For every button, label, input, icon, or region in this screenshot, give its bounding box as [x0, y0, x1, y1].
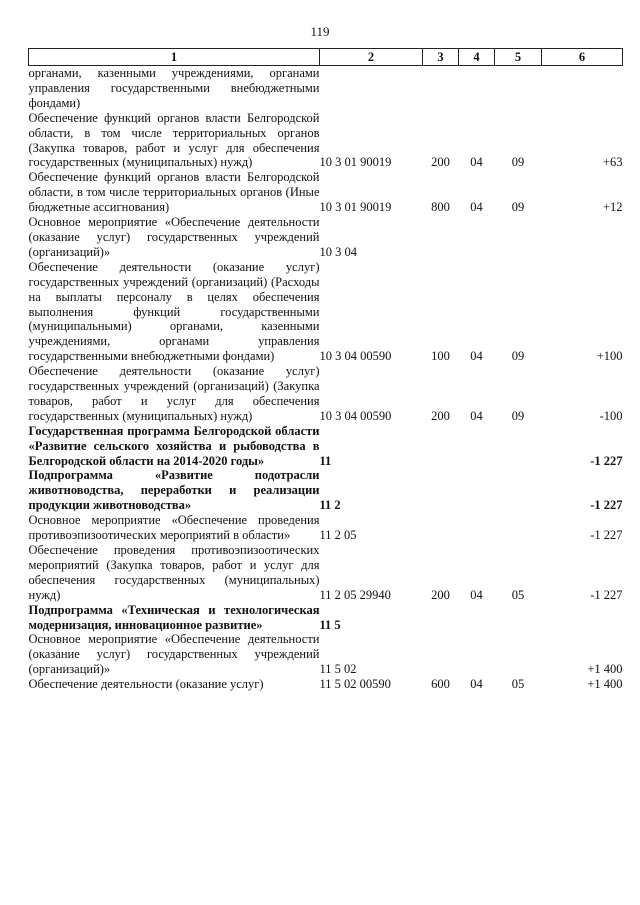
page-number: 119 [310, 24, 330, 39]
row-section: 04 [470, 408, 483, 423]
row-expense-type [423, 632, 459, 677]
row-amount: -1 227 [590, 453, 623, 468]
row-name: Обеспечение функций органов власти Белгородской области, в том числе территориальных органов (Закупка товаров, работ и услуг для обеспечения государственных (муниципальных) нужд) [28, 110, 320, 170]
row-subsection: 09 [511, 200, 525, 215]
row-amount: -100 [599, 408, 623, 423]
row-name: Основное мероприятие «Обеспечение деятельности (оказание услуг) государственных учреждений (организаций)» [28, 632, 320, 677]
row-section: 04 [470, 677, 483, 692]
row-name: Обеспечение функций органов власти Белгородской области, в том числе территориальных органов (Иные бюджетные ассигнования) [28, 170, 320, 215]
row-subsection: 05 [511, 587, 525, 602]
table-row [29, 468, 623, 513]
row-code: 10 3 01 90019 [319, 155, 392, 170]
column-header: 2 [320, 49, 423, 66]
row-expense-type [423, 66, 459, 111]
row-subsection [495, 66, 542, 111]
row-expense-type: 200 [431, 408, 450, 423]
row-code: 10 3 04 00590 [319, 349, 392, 364]
table-row [29, 677, 623, 692]
row-section: 04 [470, 349, 483, 364]
row-subsection: 09 [511, 349, 525, 364]
row-name: органами, казенными учреждениями, органами управления государственными внебюджетными фондами) [28, 66, 320, 110]
row-code: 11 2 05 [319, 528, 357, 543]
row-expense-type [423, 513, 459, 543]
row-subsection [495, 603, 542, 633]
row-expense-type: 100 [431, 349, 450, 364]
row-amount: -1 227 [590, 528, 623, 543]
row-name: Обеспечение деятельности (оказание услуг) государственных учреждений (организаций) (Закупка товаров, работ и услуг для обеспечения государственных (муниципальных) нужд) [28, 364, 320, 423]
row-subsection: 09 [511, 155, 525, 170]
row-amount: +100 [596, 349, 623, 364]
row-subsection: 09 [511, 408, 525, 423]
table-row [29, 260, 623, 364]
table-header-row [29, 49, 623, 66]
row-expense-type: 200 [431, 587, 450, 602]
table-row [29, 543, 623, 603]
row-code: 11 2 05 29940 [319, 587, 391, 602]
row-subsection: 05 [511, 677, 525, 692]
row-name: Обеспечение деятельности (оказание услуг) государственных учреждений (организаций) (Расходы на выплаты персоналу в целях обеспечения выполнения функций государственными (муниципальными) органами, казенными учреждениями, органами управления государственными внебюджетными фондами) [28, 259, 320, 364]
table-row [29, 424, 623, 469]
column-header: 1 [29, 49, 320, 66]
row-amount [542, 215, 623, 260]
row-amount: +1 400 [587, 677, 623, 692]
row-expense-type: 800 [431, 200, 450, 215]
column-header: 3 [423, 49, 459, 66]
row-code: 11 [319, 453, 332, 468]
row-code [320, 66, 423, 111]
row-section [459, 513, 495, 543]
row-name: Подпрограмма «Развитие подотрасли животноводства, переработки и реализации продукции животноводства» [28, 468, 320, 513]
row-subsection [495, 632, 542, 677]
row-expense-type [423, 603, 459, 633]
row-section: 04 [470, 587, 483, 602]
row-section [459, 424, 495, 469]
row-name: Обеспечение деятельности (оказание услуг) [28, 677, 264, 692]
column-header: 5 [495, 49, 542, 66]
table-row [29, 66, 623, 111]
row-code: 11 2 [319, 498, 341, 513]
row-name: Основное мероприятие «Обеспечение проведения противоэпизоотических мероприятий в области» [28, 513, 320, 543]
row-section: 04 [470, 155, 483, 170]
row-name: Государственная программа Белгородской области «Развитие сельского хозяйства и рыбоводства в Белгородской области на 2014-2020 годы» [28, 423, 320, 468]
row-amount: -1 227 [590, 587, 623, 602]
row-code: 11 5 02 00590 [319, 677, 391, 692]
row-code: 10 3 01 90019 [319, 200, 392, 215]
budget-table [28, 48, 623, 692]
table-row [29, 513, 623, 543]
row-name: Подпрограмма «Техническая и технологическая модернизация, инновационное развитие» [28, 602, 320, 632]
column-header: 4 [459, 49, 495, 66]
table-row [29, 632, 623, 677]
row-amount: +63 [602, 155, 623, 170]
row-section [459, 468, 495, 513]
row-subsection [495, 468, 542, 513]
row-name: Основное мероприятие «Обеспечение деятельности (оказание услуг) государственных учреждений (организаций)» [28, 215, 320, 259]
table-row [29, 215, 623, 260]
row-section: 04 [470, 200, 483, 215]
row-subsection [495, 215, 542, 260]
row-amount: -1 227 [590, 498, 623, 513]
row-expense-type: 200 [431, 155, 450, 170]
row-section [459, 66, 495, 111]
row-section [459, 603, 495, 633]
row-code: 11 5 02 [319, 662, 357, 677]
table-row [29, 603, 623, 633]
table-row [29, 111, 623, 171]
row-code: 10 3 04 00590 [319, 408, 392, 423]
row-amount: +12 [602, 200, 623, 215]
row-expense-type: 600 [431, 677, 450, 692]
row-section [459, 215, 495, 260]
row-name: Обеспечение проведения противоэпизоотических мероприятий (Закупка товаров, работ и услуг для обеспечения государственных (муниципальных) нужд) [28, 543, 320, 602]
row-code: 11 5 [319, 617, 341, 632]
row-expense-type [423, 424, 459, 469]
table-row [29, 364, 623, 424]
row-amount: +1 400 [587, 662, 623, 677]
row-amount [542, 66, 623, 111]
row-expense-type [423, 215, 459, 260]
row-code: 10 3 04 [319, 244, 357, 259]
row-section [459, 632, 495, 677]
row-subsection [495, 424, 542, 469]
table-row [29, 170, 623, 215]
row-subsection [495, 513, 542, 543]
column-header: 6 [542, 49, 623, 66]
row-expense-type [423, 468, 459, 513]
row-amount [542, 603, 623, 633]
